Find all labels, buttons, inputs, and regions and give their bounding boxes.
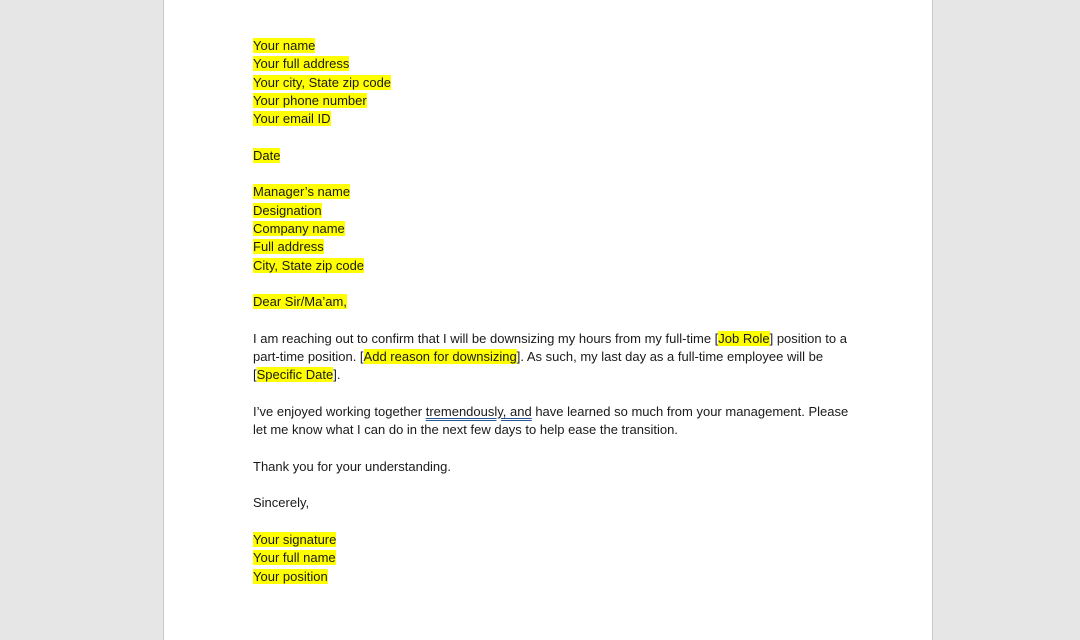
sender-address[interactable]: Your full address — [253, 56, 350, 72]
sender-email[interactable]: Your email ID — [253, 111, 331, 127]
recipient-city[interactable]: City, State zip code — [253, 257, 365, 273]
grammar-flagged-text[interactable]: tremendously, and — [425, 403, 532, 419]
letter-date[interactable]: Date — [253, 147, 281, 163]
closing-line: Sincerely, — [253, 495, 310, 511]
recipient-company[interactable]: Company name — [253, 220, 345, 236]
thanks-line: Thank you for your understanding. — [253, 458, 452, 474]
recipient-designation[interactable]: Designation — [253, 202, 322, 218]
body-paragraph-1-line-1: I am reaching out to confirm that I will be downsizing my hours from my full-time [Job Role] position to a — [253, 330, 847, 346]
sender-block-name — [253, 37, 853, 55]
salutation[interactable]: Dear Sir/Ma’am, — [253, 294, 347, 310]
recipient-address[interactable]: Full address — [253, 239, 324, 255]
sender-name[interactable]: Your name — [253, 38, 316, 53]
body-paragraph-1-line-2: part-time position. [Add reason for downsizing]. As such, my last day as a full-time employee will be — [253, 349, 824, 365]
sender-city[interactable]: Your city, State zip code — [253, 74, 392, 90]
body-paragraph-2-line-2: let me know what I can do in the next few days to help ease the transition. — [253, 422, 678, 438]
letter-body[interactable] — [253, 37, 853, 586]
specific-date-placeholder[interactable]: Specific Date — [256, 367, 334, 383]
full-name-placeholder[interactable]: Your full name — [253, 550, 336, 566]
position-placeholder[interactable]: Your position — [253, 568, 328, 584]
sender-phone[interactable]: Your phone number — [253, 92, 367, 108]
document-page[interactable] — [163, 0, 933, 640]
reason-placeholder[interactable]: Add reason for downsizing — [363, 349, 517, 365]
signature-placeholder[interactable]: Your signature — [253, 532, 337, 548]
body-paragraph-2-line-1: I’ve enjoyed working together tremendously, and have learned so much from your management. Please — [253, 403, 849, 419]
recipient-manager[interactable]: Manager’s name — [253, 184, 351, 200]
body-paragraph-1-line-3: [Specific Date]. — [253, 367, 341, 383]
job-role-placeholder[interactable]: Job Role — [718, 330, 770, 346]
